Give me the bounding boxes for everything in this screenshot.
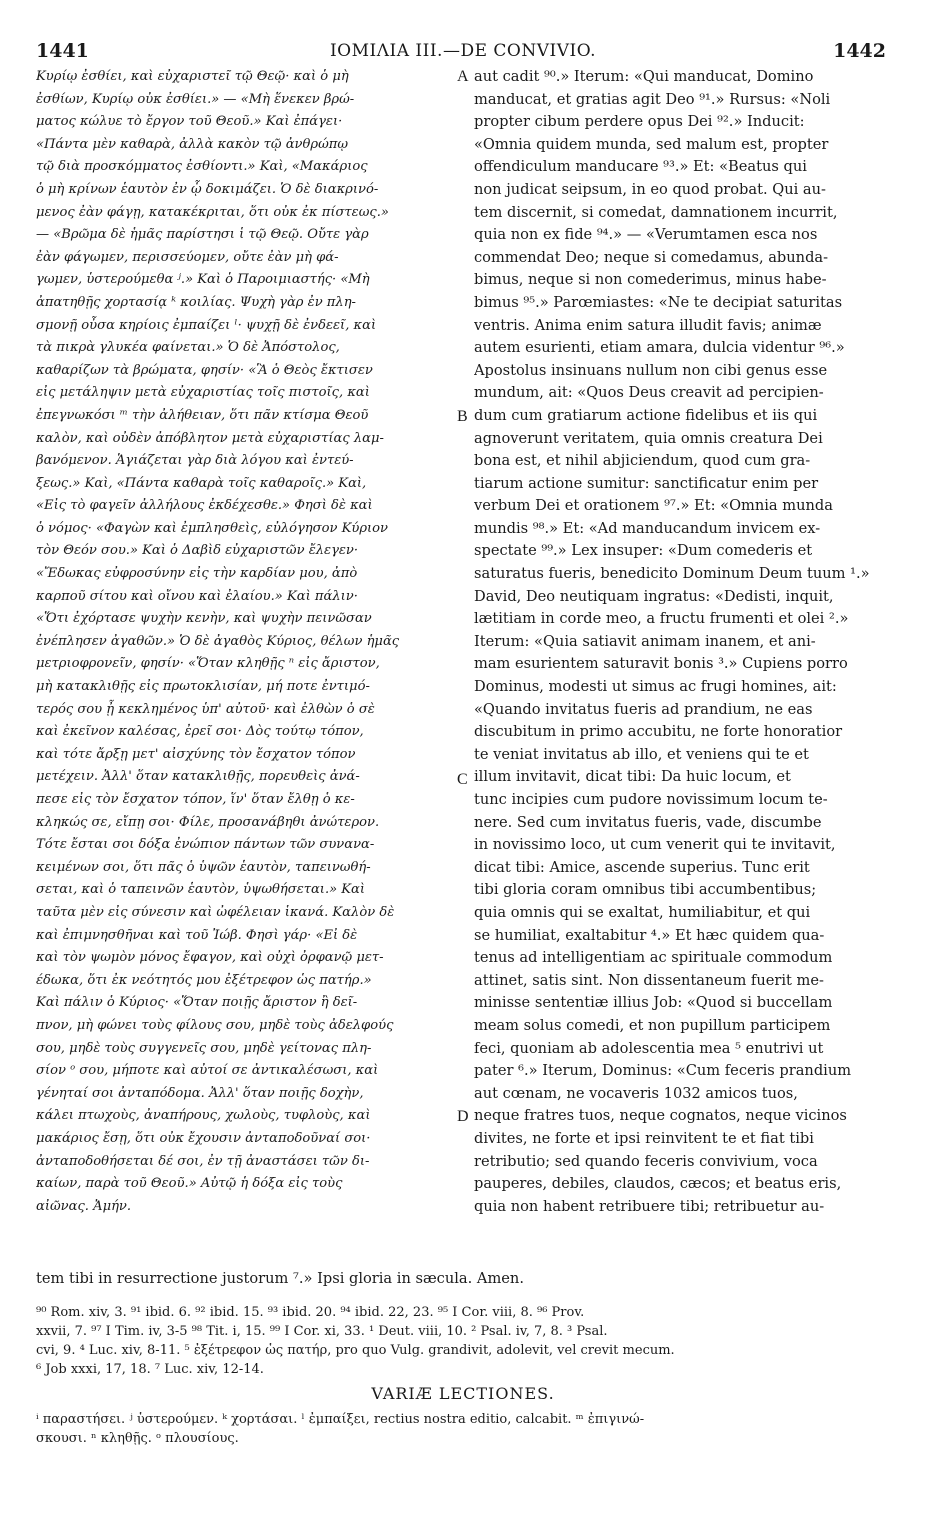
latin-text-line: aut cœnam, ne vocaveris 1032 amicos tuos, bbox=[474, 1084, 798, 1102]
latin-text-line: illum invitavit, dicat tibi: Da huic locum, et bbox=[474, 768, 791, 786]
greek-text-line: σμονῇ οὖσα κηρίοις ἐμπαίζει ˡ· ψυχῇ δὲ ἐνδεεῖ, καὶ bbox=[36, 317, 377, 333]
variant-reading-line: ⁱ παραστήσει. ʲ ὑστερούμεν. ᵏ χορτάσαι. ˡ ἐμπαίξει, rectius nostra editio, calcabit. ᵐ ἐπιγινώ- bbox=[36, 1412, 645, 1427]
greek-text-line: τὰ πικρὰ γλυκέα φαίνεται.» Ὁ δὲ Ἀπόστολος, bbox=[36, 340, 340, 356]
latin-text-line: te veniat invitatus ab illo, et veniens qui te et bbox=[474, 745, 809, 763]
greek-text-line: ξεως.» Καὶ, «Πάντα καθαρὰ τοῖς καθαροῖς.» Καὶ, bbox=[36, 475, 367, 491]
greek-text-line: ἐνέπλησεν ἀγαθῶν.» Ὁ δὲ ἀγαθὸς Κύριος, θέλων ἡμᾶς bbox=[36, 633, 400, 649]
margin-letter-b: B bbox=[457, 408, 468, 425]
latin-text-line: bimus, neque si non comederimus, minus habe- bbox=[474, 271, 827, 289]
footnotes bbox=[36, 1303, 896, 1379]
greek-text-line: τερός σου ᾖ κεκλημένος ὑπ' αὐτοῦ· καὶ ἐλθὼν ὁ σὲ bbox=[36, 701, 375, 717]
latin-text-line: pater ⁶.» Iterum, Dominus: «Cum feceris prandium bbox=[474, 1062, 852, 1080]
greek-text-line: εἰς μετάληψιν μετὰ εὐχαριστίας τοῖς πιστοῖς, καὶ bbox=[36, 385, 370, 401]
latin-text-line: verbum Dei et orationem ⁹⁷.» Et: «Omnia munda bbox=[474, 497, 833, 515]
latin-text-line: divites, ne forte et ipsi reinvitent te et fiat tibi bbox=[474, 1129, 814, 1147]
greek-text-line: καρποῦ σίτου καὶ οἴνου καὶ ἐλαίου.» Καὶ πάλιν· bbox=[36, 588, 358, 604]
greek-text-line: τῷ διὰ προσκόμματος ἐσθίοντι.» Καὶ, «Μακάριος bbox=[36, 159, 368, 175]
closing-line: tem tibi in resurrectione justorum ⁷.» Ipsi gloria in sæcula. Amen. bbox=[36, 1270, 524, 1287]
greek-text-line: «Εἰς τὸ φαγεῖν ἀλλήλους ἐκδέχεσθε.» Φησὶ δὲ καὶ bbox=[36, 498, 373, 514]
latin-text-line: lætitiam in corde meo, a fructu frumenti et olei ².» bbox=[474, 610, 849, 628]
running-header bbox=[0, 40, 926, 66]
greek-text-line: ἐσθίων, Κυρίῳ οὐκ ἐσθίει.» — «Μὴ ἕνεκεν βρώ- bbox=[36, 91, 355, 107]
latin-text-line: agnoverunt veritatem, quia omnis creatura Dei bbox=[474, 429, 823, 447]
latin-text-line: tiarum actione sumitur: sanctificatur enim per bbox=[474, 474, 819, 492]
footnote-line: ⁹⁰ Rom. xiv, 3. ⁹¹ ibid. 6. ⁹² ibid. 15. ⁹³ ibid. 20. ⁹⁴ ibid. 22, 23. ⁹⁵ I Cor. viii, 8. ⁹⁶ Prov. bbox=[36, 1305, 585, 1320]
latin-text-line: quia omnis qui se exaltat, humiliabitur, et qui bbox=[474, 903, 811, 921]
latin-text-line: commendat Deo; neque si comedamus, abunda- bbox=[474, 248, 829, 266]
greek-text-column bbox=[36, 66, 456, 1218]
footnote-line: cvi, 9. ⁴ Luc. xiv, 8-11. ⁵ ἐξέτρεφον ὡς πατήρ, pro quo Vulg. grandivit, adolevit, vel crevit mecum. bbox=[36, 1343, 675, 1358]
latin-text-line: minisse sententiæ illius Job: «Quod si buccellam bbox=[474, 994, 833, 1012]
latin-text-line: se humiliat, exaltabitur ⁴.» Et hæc quidem qua- bbox=[474, 926, 825, 944]
latin-text-line: Apostolus insinuans nullum non cibi genus esse bbox=[474, 361, 828, 379]
latin-text-line: bona est, et nihil abjiciendum, quod cum gra- bbox=[474, 452, 811, 470]
greek-text-line: κληκώς σε, εἴπῃ σοι· Φίλε, προσανάβηθι ἀνώτερον. bbox=[36, 814, 380, 830]
greek-text-line: καλὸν, καὶ οὐδὲν ἀπόβλητον μετὰ εὐχαριστίας λαμ- bbox=[36, 430, 384, 446]
greek-text-line: αἰῶνας. Ἀμήν. bbox=[36, 1198, 132, 1214]
latin-text-line: manducat, et gratias agit Deo ⁹¹.» Rursus: «Noli bbox=[474, 90, 831, 108]
greek-text-line: «Ὅτι ἐχόρτασε ψυχὴν κενὴν, καὶ ψυχὴν πεινῶσαν bbox=[36, 611, 372, 627]
variant-reading-line: σκουσι. ⁿ κληθῇς. ᵒ πλουσίους. bbox=[36, 1431, 239, 1446]
greek-text-line: καθαρίζων τὰ βρώματα, φησίν· «Ἃ ὁ Θεὸς ἔκτισεν bbox=[36, 362, 373, 378]
greek-text-line: μενος ἐὰν φάγῃ, κατακέκριται, ὅτι οὐκ ἐκ πίστεως.» bbox=[36, 204, 389, 220]
greek-text-line: κειμένων σοι, ὅτι πᾶς ὁ ὑψῶν ἑαυτὸν, ταπεινωθή- bbox=[36, 859, 371, 875]
page-number-right: 1442 bbox=[833, 40, 886, 62]
greek-text-line: Τότε ἔσται σοι δόξα ἐνώπιον πάντων τῶν συνανα- bbox=[36, 837, 375, 853]
greek-text-line: μετέχειν. Ἀλλ' ὅταν κατακλιθῇς, πορευθεὶς ἀνά- bbox=[36, 769, 360, 785]
variae-lectiones bbox=[36, 1410, 896, 1448]
greek-text-line: ματος κώλυε τὸ ἔργον τοῦ Θεοῦ.» Καὶ ἐπάγει· bbox=[36, 114, 343, 130]
latin-text-line: tunc incipies cum pudore novissimum locum te- bbox=[474, 791, 828, 808]
greek-text-line: σίον ᵒ σου, μήποτε καὶ αὐτοί σε ἀντικαλέσωσι, καὶ bbox=[36, 1063, 379, 1079]
greek-text-line: «Πάντα μὲν καθαρὰ, ἀλλὰ κακὸν τῷ ἀνθρώπῳ bbox=[36, 136, 349, 152]
latin-text-line: mundum, ait: «Quos Deus creavit ad percipien- bbox=[474, 384, 824, 402]
greek-text-line: βανόμενον. Ἁγιάζεται γὰρ διὰ λόγου καὶ ἐντεύ- bbox=[36, 453, 354, 469]
greek-text-line: «Ἔδωκας εὐφροσύνην εἰς τὴν καρδίαν μου, ἀπὸ bbox=[36, 566, 358, 582]
greek-text-line: καίων, παρὰ τοῦ Θεοῦ.» Αὐτῷ ἡ δόξα εἰς τοὺς bbox=[36, 1176, 343, 1192]
greek-text-line: τὸν Θεόν σου.» Καὶ ὁ Δαβὶδ εὐχαριστῶν ἔλεγεν· bbox=[36, 543, 359, 559]
latin-text-line: dicat tibi: Amice, ascende superius. Tunc erit bbox=[474, 858, 810, 876]
greek-text-line: ἐὰν φάγωμεν, περισσεύομεν, οὔτε ἐὰν μὴ φά- bbox=[36, 249, 339, 265]
variae-lectiones-heading: VARIÆ LECTIONES. bbox=[371, 1384, 555, 1403]
latin-text-line: tenus ad intelligentiam ac spirituale commodum bbox=[474, 949, 833, 967]
latin-text-line: mundis ⁹⁸.» Et: «Ad manducandum invicem ex- bbox=[474, 519, 821, 537]
running-title: ΙΟΜΙΛΙΑ III.—DE CONVIVIO. bbox=[329, 41, 597, 61]
greek-text-line: ἐπεγνωκόσι ᵐ τὴν ἀλήθειαν, ὅτι πᾶν κτίσμα Θεοῦ bbox=[36, 407, 369, 423]
greek-text-line: γωμεν, ὑστερούμεθα ʲ.» Καὶ ὁ Παροιμιαστής· «Μὴ bbox=[36, 272, 370, 288]
latin-text-line: tibi gloria coram omnibus tibi accumbentibus; bbox=[474, 881, 817, 899]
latin-text-line: aut cadit ⁹⁰.» Iterum: «Qui manducat, Domino bbox=[474, 68, 814, 85]
greek-text-line: ὁ μὴ κρίνων ἑαυτὸν ἐν ᾧ δοκιμάζει. Ὁ δὲ διακρινό- bbox=[36, 181, 379, 197]
latin-text-line: autem esurienti, etiam amara, dulcia videntur ⁹⁶.» bbox=[474, 339, 845, 357]
footnote-line: xxvii, 7. ⁹⁷ I Tim. iv, 3-5 ⁹⁸ Tit. i, 15. ⁹⁹ I Cor. xi, 33. ¹ Deut. viii, 10. ² Psal. iv, 7, 8. ³ Psal. bbox=[36, 1324, 608, 1339]
latin-text-line: spectate ⁹⁹.» Lex insuper: «Dum comederis et bbox=[474, 542, 813, 560]
greek-text-line: μακάριος ἔσῃ, ὅτι οὐκ ἔχουσιν ἀνταποδοῦναί σοι· bbox=[36, 1130, 371, 1146]
greek-text-line: μὴ κατακλιθῇς εἰς πρωτοκλισίαν, μή ποτε ἐντιμό- bbox=[36, 679, 370, 695]
latin-text-line: attinet, satis sint. Non dissentaneum fuerit me- bbox=[474, 971, 824, 989]
margin-letter-a: A bbox=[457, 68, 469, 85]
latin-text-line: nere. Sed cum invitatus fueris, vade, discumbe bbox=[474, 813, 822, 831]
latin-text-line: bimus ⁹⁵.» Parœmiastes: «Ne te decipiat saturitas bbox=[474, 293, 843, 311]
latin-text-line: «Omnia quidem munda, sed malum est, propter bbox=[474, 135, 829, 153]
latin-text-line: mam esurientem saturavit bonis ³.» Cupiens porro bbox=[474, 655, 848, 673]
greek-text-line: καὶ τὸν ψωμὸν μόνος ἔφαγον, καὶ οὐχὶ ὀρφανῷ μετ- bbox=[36, 950, 384, 966]
latin-text-line: David, Deo neutiquam ingratus: «Dedisti, inquit, bbox=[474, 587, 834, 605]
greek-text-line: ὁ νόμος· «Φαγὼν καὶ ἐμπλησθεὶς, εὐλόγησον Κύριον bbox=[36, 520, 388, 536]
latin-text-line: discubitum in primo accubitu, ne forte honoratior bbox=[474, 723, 843, 741]
greek-text-line: σεται, καὶ ὁ ταπεινῶν ἑαυτὸν, ὑψωθήσεται.» Καὶ bbox=[36, 882, 366, 898]
latin-text-line: non judicat seipsum, in eo quod probat. Qui au- bbox=[474, 180, 826, 198]
latin-text-line: meam solus comedi, et non pupillum participem bbox=[474, 1016, 831, 1034]
margin-letter-c: C bbox=[457, 771, 468, 788]
latin-text-line: ventris. Anima enim satura illudit favis; animæ bbox=[474, 316, 822, 334]
latin-text-line: quia non habent retribuere tibi; retribuetur au- bbox=[474, 1197, 825, 1215]
greek-text-line: ἀνταποδοθήσεται δέ σοι, ἐν τῇ ἀναστάσει τῶν δι- bbox=[36, 1153, 370, 1169]
greek-text-line: ἀπατηθῇς χορτασίᾳ ᵏ κοιλίας. Ψυχὴ γὰρ ἐν πλη- bbox=[36, 294, 356, 310]
latin-text-line: dum cum gratiarum actione fidelibus et iis qui bbox=[474, 406, 818, 424]
latin-text-line: offendiculum manducare ⁹³.» Et: «Beatus qui bbox=[474, 158, 807, 176]
greek-text-line: κάλει πτωχοὺς, ἀναπήρους, χωλοὺς, τυφλοὺς, καὶ bbox=[36, 1108, 371, 1124]
greek-text-line: σου, μηδὲ τοὺς συγγενεῖς σου, μηδὲ γείτονας πλη- bbox=[36, 1040, 372, 1056]
latin-text-line: Iterum: «Quia satiavit animam inanem, et ani- bbox=[474, 632, 816, 650]
greek-text-line: γένηταί σοι ἀνταπόδομα. Ἀλλ' ὅταν ποιῇς δοχὴν, bbox=[36, 1085, 364, 1101]
latin-text-line: «Quando invitatus fueris ad prandium, ne eas bbox=[474, 700, 813, 718]
greek-text-line: καὶ τότε ἄρξῃ μετ' αἰσχύνης τὸν ἔσχατον τόπον bbox=[36, 746, 356, 762]
latin-text-column bbox=[474, 66, 892, 1218]
margin-letter-d: D bbox=[457, 1108, 469, 1125]
greek-text-line: έδωκα, ὅτι ἐκ νεότητός μου ἐξέτρεφον ὡς πατήρ.» bbox=[36, 972, 372, 988]
latin-text-line: saturatus fueris, benedicito Dominum Deum tuum ¹.» bbox=[474, 565, 870, 583]
latin-text-line: in novissimo loco, ut cum venerit qui te invitavit, bbox=[474, 836, 836, 854]
latin-text-line: tem discernit, si comedat, damnationem incurrit, bbox=[474, 203, 838, 221]
greek-text-line: μετριοφρονεῖν, φησίν· «Ὅταν κληθῇς ⁿ εἰς ἄριστον, bbox=[36, 656, 380, 672]
greek-text-line: Κυρίῳ ἐσθίει, καὶ εὐχαριστεῖ τῷ Θεῷ· καὶ ὁ μὴ bbox=[36, 69, 349, 84]
greek-text-line: καὶ ἐπιμνησθῆναι καὶ τοῦ Ἰώβ. Φησὶ γάρ· «Εἰ δὲ bbox=[36, 927, 358, 943]
latin-text-line: neque fratres tuos, neque cognatos, neque vicinos bbox=[474, 1107, 847, 1125]
latin-text-line: retributio; sed quando feceris convivium, voca bbox=[474, 1152, 818, 1170]
latin-text-line: propter cibum perdere opus Dei ⁹².» Inducit: bbox=[474, 113, 805, 131]
greek-text-line: Καὶ πάλιν ὁ Κύριος· «Ὅταν ποιῇς ἄριστον ἢ δεῖ- bbox=[36, 995, 358, 1011]
greek-text-line: καὶ ἐκεῖνον καλέσας, ἐρεῖ σοι· Δὸς τούτῳ τόπον, bbox=[36, 724, 364, 740]
greek-text-line: πεσε εἰς τὸν ἔσχατον τόπον, ἵν' ὅταν ἔλθῃ ὁ κε- bbox=[36, 792, 355, 807]
latin-text-line: feci, quoniam ab adolescentia mea ⁵ enutrivi ut bbox=[474, 1039, 824, 1057]
greek-text-line: ταῦτα μὲν εἰς σύνεσιν καὶ ὠφέλειαν ἱκανά. Καλὸν δὲ bbox=[36, 904, 395, 920]
latin-text-line: Dominus, modesti ut simus ac frugi homines, ait: bbox=[474, 678, 837, 696]
page-number-left: 1441 bbox=[36, 40, 89, 62]
latin-text-line: quia non ex fide ⁹⁴.» — «Verumtamen esca nos bbox=[474, 226, 818, 244]
footnote-line: ⁶ Job xxxi, 17, 18. ⁷ Luc. xiv, 12-14. bbox=[36, 1362, 264, 1377]
latin-text-line: pauperes, debiles, claudos, cæcos; et beatus eris, bbox=[474, 1175, 842, 1193]
greek-text-line: πνον, μὴ φώνει τοὺς φίλους σου, μηδὲ τοὺς ἀδελφούς bbox=[36, 1017, 394, 1033]
greek-text-line: — «Βρῶμα δὲ ἡμᾶς παρίστησι ἱ τῷ Θεῷ. Οὔτε γὰρ bbox=[36, 227, 369, 243]
